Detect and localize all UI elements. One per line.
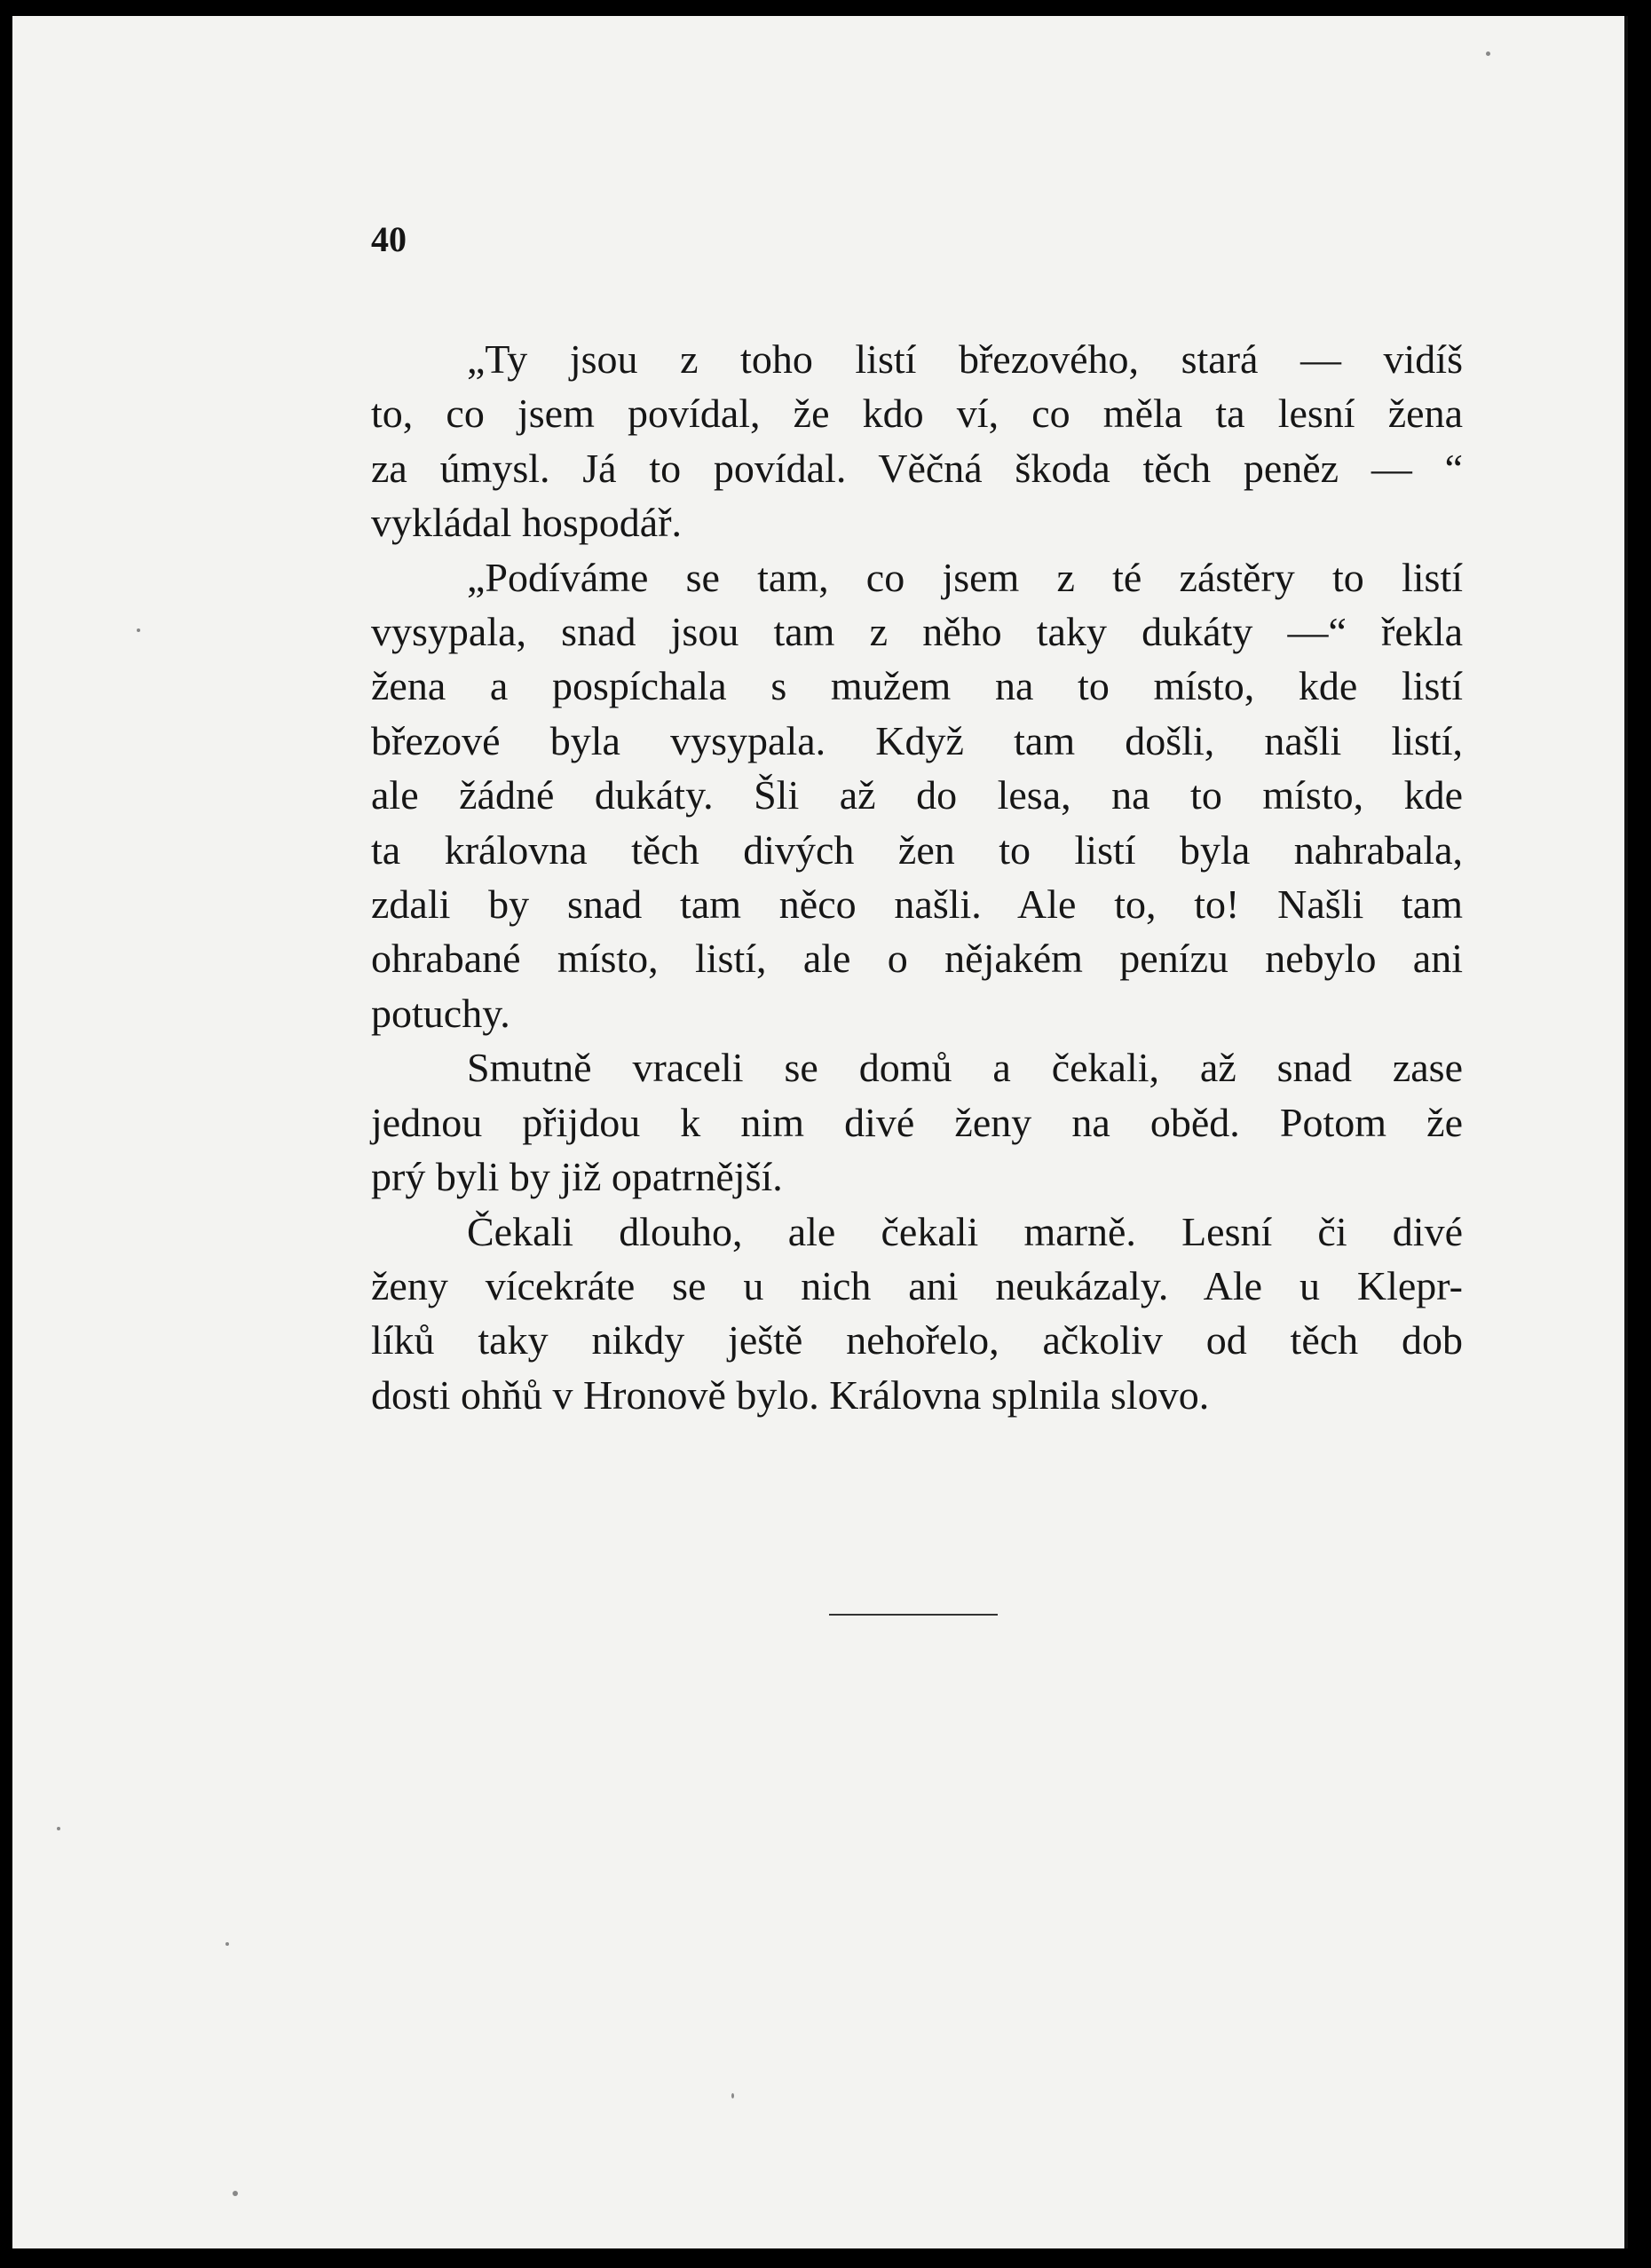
end-rule — [829, 1614, 998, 1616]
text-line: žena a pospíchala s mužem na to místo, kde listí — [371, 663, 1463, 709]
text-line: vysypala, snad jsou tam z něho taky dukáty —“ řekla — [371, 609, 1463, 655]
text-line: „Podíváme se tam, co jsem z té zástěry to listí — [467, 554, 1463, 600]
text-line: ale žádné dukáty. Šli až do lesa, na to místo, kde — [371, 772, 1463, 818]
text-line: ta královna těch divých žen to listí byla nahrabala, — [371, 826, 1463, 873]
text-line: březové byla vysypala. Když tam došli, našli listí, — [371, 717, 1463, 763]
book-page — [12, 16, 1628, 2248]
scan-speck — [1486, 51, 1490, 56]
text-line: to, co jsem povídal, že kdo ví, co měla ta lesní žena — [371, 391, 1463, 437]
scan-speck — [225, 1942, 229, 1946]
text-line: potuchy. — [371, 990, 510, 1036]
text-line: „Ty jsou z toho listí březového, stará — vidíš — [467, 336, 1463, 382]
page-number: 40 — [371, 219, 407, 259]
text-line: ohrabané místo, listí, ale o nějakém penízu nebylo ani — [371, 936, 1463, 982]
text-line: ženy vícekráte se u nich ani neukázaly. Ale u Klepr- — [371, 1262, 1463, 1308]
text-line: jednou přijdou k nim divé ženy na oběd. Potom že — [371, 1099, 1463, 1145]
text-line: Čekali dlouho, ale čekali marně. Lesní či divé — [467, 1208, 1463, 1254]
scan-speck — [233, 2191, 238, 2196]
text-line: dosti ohňů v Hronově bylo. Královna splnila slovo. — [371, 1371, 1210, 1418]
text-line: Smutně vraceli se domů a čekali, až snad zase — [467, 1045, 1463, 1091]
text-line: prý byli by již opatrnější. — [371, 1154, 783, 1200]
text-line: líků taky nikdy ještě nehořelo, ačkoliv od těch dob — [371, 1317, 1463, 1363]
page-text — [371, 332, 1463, 1422]
text-line: za úmysl. Já to povídal. Věčná škoda těch peněz — “ — [371, 445, 1463, 491]
text-line: vykládal hospodář. — [371, 500, 683, 546]
scan-speck — [137, 628, 140, 632]
scan-speck — [57, 1827, 60, 1830]
text-line: zdali by snad tam něco našli. Ale to, to! Našli tam — [371, 881, 1463, 928]
scan-speck — [731, 2093, 734, 2098]
